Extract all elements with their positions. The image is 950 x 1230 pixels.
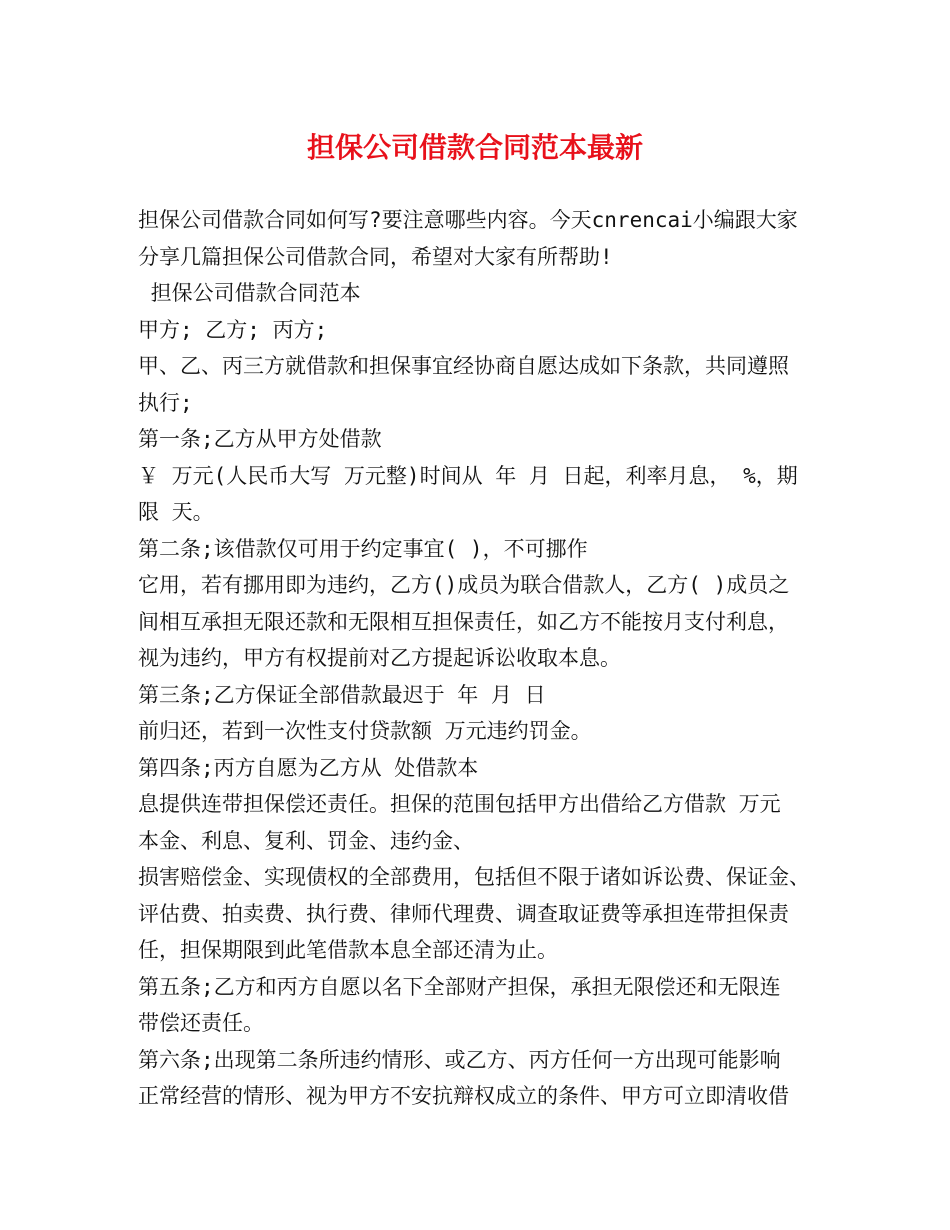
body-line: 限 天。 (138, 500, 214, 524)
body-line: 它用，若有挪用即为违约，乙方()成员为联合借款人，乙方( )成员之 (138, 573, 790, 597)
body-line: 甲、乙、丙三方就借款和担保事宜经协商自愿达成如下条款，共同遵照 (138, 354, 789, 378)
body-line: 第三条;乙方保证全部借款最迟于 年 月 日 (138, 682, 546, 707)
body-line: 息提供连带担保偿还责任。担保的范围包括甲方出借给乙方借款 万元 (138, 792, 781, 816)
body-line: 第五条;乙方和丙方自愿以名下全部财产担保，承担无限偿还和无限连 (138, 974, 781, 999)
body-line: 前归还，若到一次性支付贷款额 万元违约罚金。 (138, 719, 592, 743)
body-line: 甲方; 乙方; 丙方; (138, 317, 328, 342)
body-line: 任，担保期限到此笔借款本息全部还清为止。 (138, 938, 558, 962)
body-line: ￥ 万元(人民币大写 万元整)时间从 年 月 日起，利率月息， %，期 (138, 463, 798, 488)
body-line: 执行; (138, 390, 193, 415)
body-line: 第二条;该借款仅可用于约定事宜( )，不可挪作 (138, 536, 588, 561)
body-line: 担保公司借款合同范本 (138, 281, 361, 305)
body-line: 第一条;乙方从甲方处借款 (138, 427, 382, 451)
body-line: 损害赔偿金、实现债权的全部费用，包括但不限于诸如诉讼费、保证金、 (138, 865, 810, 889)
body-line: 第六条;出现第二条所违约情形、或乙方、丙方任何一方出现可能影响 (138, 1047, 781, 1072)
document-body (138, 202, 838, 1115)
body-line: 间相互承担无限还款和无限相互担保责任，如乙方不能按月支付利息， (138, 609, 789, 634)
body-line: 担保公司借款合同如何写?要注意哪些内容。今天cnrencai小编跟大家 (138, 208, 798, 232)
body-line: 评估费、拍卖费、执行费、律师代理费、调查取证费等承担连带担保责 (138, 901, 789, 926)
body-line: 分享几篇担保公司借款合同，希望对大家有所帮助! (138, 244, 613, 269)
body-line: 视为违约，甲方有权提前对乙方提起诉讼收取本息。 (138, 646, 621, 670)
body-line: 正常经营的情形、视为甲方不安抗辩权成立的条件、甲方可立即清收借 (138, 1084, 789, 1108)
body-line: 带偿还责任。 (138, 1011, 264, 1035)
body-line: 第四条;丙方自愿为乙方从 处借款本 (138, 755, 479, 780)
document-title: 担保公司借款合同范本最新 (306, 131, 643, 164)
body-line: 本金、利息、复利、罚金、违约金、 (138, 828, 474, 853)
